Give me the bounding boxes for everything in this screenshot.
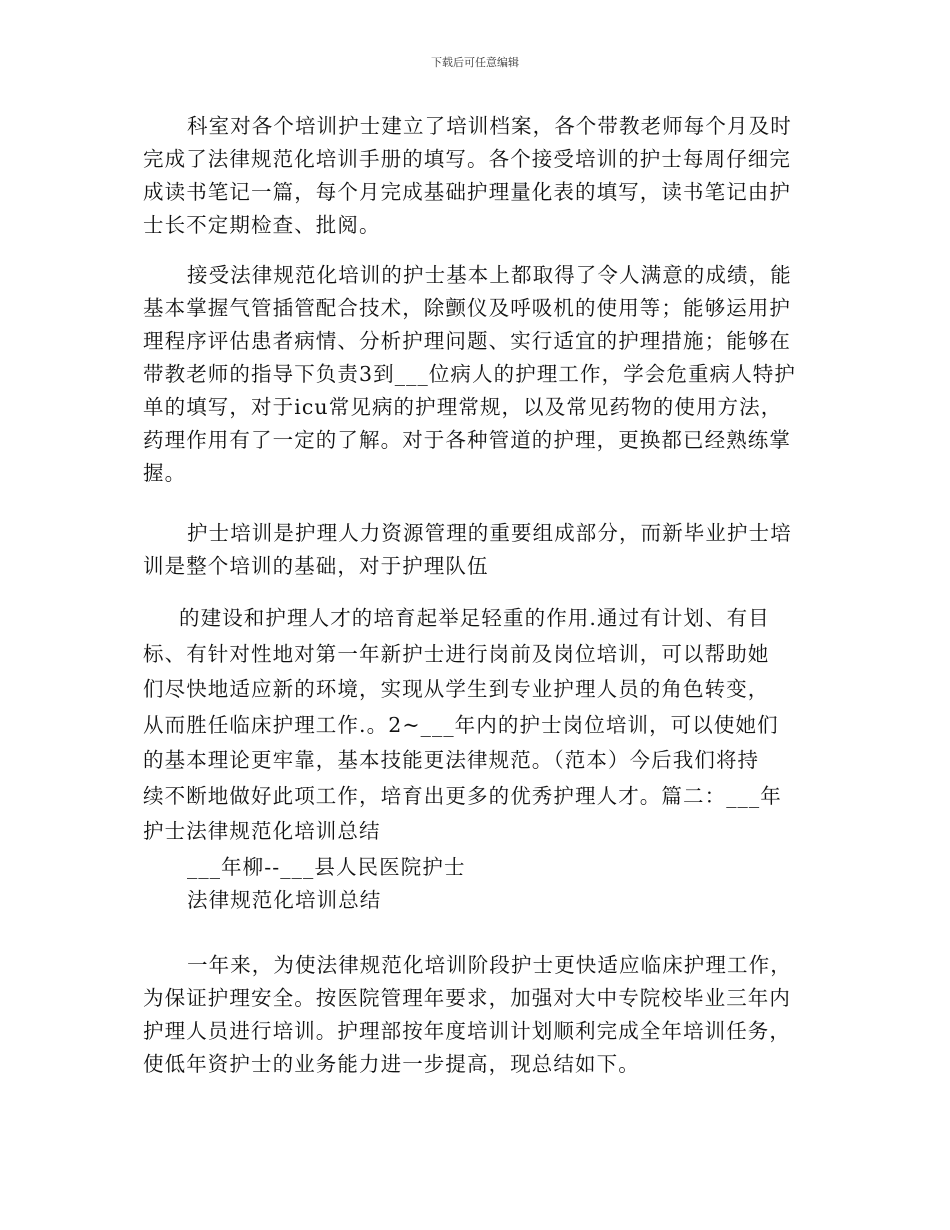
paragraph-line: 护理人员进行培训。护理部按年度培训计划顺利完成全年培训任务，	[143, 1019, 791, 1043]
section-title-line: 法律规范化培训总结	[187, 888, 382, 912]
paragraph-line: 的建设和护理人才的培育起举足轻重的作用.通过有计划、有目	[179, 606, 770, 630]
paragraph-line: 续不断地做好此项工作，培育出更多的优秀护理人才。篇二：___年	[143, 783, 782, 808]
paragraph-line: 为保证护理安全。按医院管理年要求，加强对大中专院校毕业三年内	[143, 986, 791, 1010]
paragraph-line: 握。	[143, 461, 187, 485]
paragraph-line: 们尽快地适应新的环境，实现从学生到专业护理人员的角色转变，	[143, 677, 770, 701]
paragraph-line: 理程序评估患者病情、分析护理问题、实行适宜的护理措施；能够在	[143, 329, 791, 353]
paragraph-line: 科室对各个培训护士建立了培训档案，各个带教老师每个月及时	[187, 114, 792, 138]
paragraph-line: 基本掌握气管插管配合技术，除颤仪及呼吸机的使用等；能够运用护	[143, 296, 791, 320]
paragraph-line: 从而胜任临床护理工作.。2~___年内的护士岗位培训，可以使她们	[143, 712, 779, 737]
section-title-line: ___年柳--___县人民医院护士	[187, 855, 466, 879]
paragraph-line: 药理作用有了一定的了解。对于各种管道的护理，更换都已经熟练掌	[143, 428, 791, 452]
paragraph-line: 使低年资护士的业务能力进一步提高，现总结如下。	[143, 1052, 640, 1076]
paragraph-line: 接受法律规范化培训的护士基本上都取得了令人满意的成绩，能	[187, 263, 792, 287]
paragraph-line: 士长不定期检查、批阅。	[143, 213, 381, 237]
paragraph-archives	[143, 110, 813, 242]
paragraph-line: 护士法律规范化培训总结	[143, 819, 381, 843]
section-title-block	[143, 851, 813, 917]
paragraph-line: 带教老师的指导下负责3到___位病人的护理工作，学会危重病人特护	[143, 362, 796, 386]
page-header: 下载后可任意编辑	[431, 56, 519, 69]
paragraph-construction	[143, 601, 813, 850]
paragraph-line: 护士培训是护理人力资源管理的重要组成部分，而新毕业护士培	[187, 521, 792, 545]
paragraph-line: 的基本理论更牢靠，基本技能更法律规范。（范本）今后我们将持	[143, 748, 760, 772]
paragraph-importance	[143, 517, 813, 583]
paragraph-line: 标、有针对性地对第一年新护士进行岗前及岗位培训，可以帮助她	[143, 641, 770, 666]
paragraph-achievements	[143, 259, 813, 490]
paragraph-line: 单的填写，对于icu常见病的护理常规，以及常见药物的使用方法，	[143, 395, 783, 419]
paragraph-summary	[143, 949, 813, 1081]
paragraph-line: 训是整个培训的基础，对于护理队伍	[143, 554, 489, 578]
paragraph-line: 成读书笔记一篇，每个月完成基础护理量化表的填写，读书笔记由护	[143, 180, 791, 204]
paragraph-line: 完成了法律规范化培训手册的填写。各个接受培训的护士每周仔细完	[143, 147, 791, 171]
paragraph-line: 一年来，为使法律规范化培训阶段护士更快适应临床护理工作，	[187, 953, 792, 977]
